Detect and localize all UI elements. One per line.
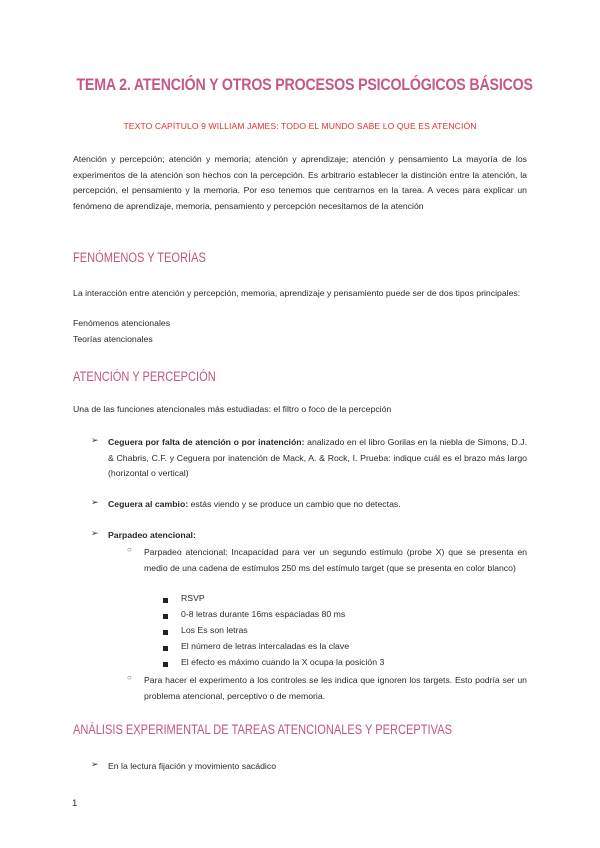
intro-paragraph: Atención y percepción; atención y memoria; atención y aprendizaje; atención y pensamiento La mayoría de los experimentos de la atención son hechos con la percepción. Es arbitrario establecer la distinción entre la atención, la percepción, el pensamiento y la memoria. Por eso tenemos que centrarnos en la tarea. A veces para explicar un fenómeno de aprendizaje, memoria, pensamiento y percepción necesitamos de la atención (73, 154, 527, 211)
list-item: Teorías atencionales (73, 334, 153, 344)
document-title: TEMA 2. ATENCIÓN Y OTROS PROCESOS PSICOLÓGICOS BÁSICOS (76, 76, 533, 94)
arrow-bullet-icon: ➢ (91, 759, 99, 769)
bullet-ceguera-inatencion (91, 435, 527, 483)
bullet-term: Ceguera por falta de atención o por inatención: (108, 437, 305, 447)
section-heading-fenomenos: FENÓMENOS Y TEORÍAS (73, 250, 206, 265)
arrow-bullet-icon: ➢ (91, 528, 99, 538)
square-bullet-icon (163, 630, 168, 635)
square-bullet-icon (163, 662, 168, 667)
bullet-description: En la lectura fijación y movimiento sacádico (108, 761, 277, 771)
circle-bullet-icon: ○ (127, 545, 132, 554)
sub-bullet-text: Parpadeo atencional: Incapacidad para ver un segundo estímulo (probe X) que se presenta en medio de una cadena de estímulos 250 ms del estímulo target (que se presenta en color blanco) (144, 547, 527, 573)
document-subtitle: TEXTO CAPÍTULO 9 WILLIAM JAMES: TODO EL MUNDO SABE LO QUE ES ATENCIÓN (123, 121, 477, 131)
section-heading-analisis: ANÁLISIS EXPERIMENTAL DE TAREAS ATENCIONALES Y PERCEPTIVAS (73, 722, 452, 737)
page-number: 1 (72, 798, 78, 809)
sub-bullet-text: Para hacer el experimento a los controles se les indica que ignoren los targets. Esto podría ser un problema atencional, perceptivo o de memoria. (144, 675, 527, 701)
square-bullet-icon (163, 646, 168, 651)
list-item: Fenómenos atencionales (73, 318, 171, 328)
arrow-bullet-icon: ➢ (91, 497, 99, 507)
sub-bullet-parpadeo-experimento (127, 673, 527, 705)
bullet-term: Ceguera al cambio: (108, 499, 189, 509)
bullet-term: Parpadeo atencional: (108, 530, 196, 540)
document-page: TEMA 2. ATENCIÓN Y OTROS PROCESOS PSICOLÓGICOS BÁSICOS TEXTO CAPÍTULO 9 WILLIAM JAMES: TODO EL MUNDO SABE LO QUE ES ATENCIÓN Atención y percepción; atención y memoria; atención y aprendizaje; atención y pensamiento La mayoría de los experimentos de la atención son hechos con la percepción. Es arbitrario establecer la distinción entre la atención, la percepción, el pensamiento y la memoria. Por eso tenemos que centrarnos en la tarea. A veces para explicar un fenómeno de aprendizaje, memoria, pensamiento y percepción necesitamos de la atención FENÓMENOS Y TEORÍAS La interacción entre atención y percepción, memoria, aprendizaje y pensamiento puede ser de dos tipos principales: Fenómenos atencionales Teorías atencionales ATENCIÓN Y PERCEPCIÓN Una de las funciones atencionales más estudiadas: el filtro o foco de la percepción ➢ Ceguera por falta de atención o por inatención: analizado en el libro Gorilas en la niebla de Simons, D.J. & Chabris, C.F. y Ceguera por inatención de Mack, A. & Rock, I. Prueba: indique cuál es el brazo más largo (horizontal o vertical) ➢ Ceguera al cambio: estás viendo y se produce un cambio que no detectas. ➢ Parpadeo atencional: ○ Parpadeo atencional: Incapacidad para ver un segundo estímulo (probe X) que se presenta en medio de una cadena de estímulos 250 ms del estímulo target (que se presenta en color blanco) RSVP 0-8 letras durante 16ms espaciadas 80 ms Los Es son letras El número de letras intercaladas es la clave El efecto es máximo cuando la X ocupa la posición 3 ○ Para hacer el experimento a los controles se les indica que ignoren los targets. Esto podría ser un problema atencional, perceptivo o de memoria. ANÁLISIS EXPERIMENTAL DE TAREAS ATENCIONALES Y PERCEPTIVAS ➢ En la lectura fijación y movimiento sacádico 1 (0, 0, 600, 848)
bullet-description: analizado en el libro Gorilas en la niebla de Simons, D.J. & Chabris, C.F. y Ceguera por inatención de Mack, A. & Rock, I. Prueba: indique cuál es el brazo más largo (horizontal o vertical) (108, 437, 527, 478)
arrow-bullet-icon: ➢ (91, 435, 99, 445)
bullet-lectura (91, 759, 527, 775)
square-bullet-icon (163, 614, 168, 619)
bullet-parpadeo (91, 528, 527, 544)
square-bullet-icon (163, 598, 168, 603)
sub-bullet-parpadeo-definicion (127, 545, 527, 593)
bullet-ceguera-cambio (91, 497, 527, 513)
circle-bullet-icon: ○ (127, 673, 132, 682)
fenomenos-paragraph: La interacción entre atención y percepción, memoria, aprendizaje y pensamiento puede ser de dos tipos principales: (73, 288, 521, 298)
section-heading-atencion: ATENCIÓN Y PERCEPCIÓN (73, 369, 216, 384)
atencion-paragraph: Una de las funciones atencionales más estudiadas: el filtro o foco de la percepción (73, 404, 392, 414)
bullet-description: estás viendo y se produce un cambio que no detectas. (188, 499, 401, 509)
